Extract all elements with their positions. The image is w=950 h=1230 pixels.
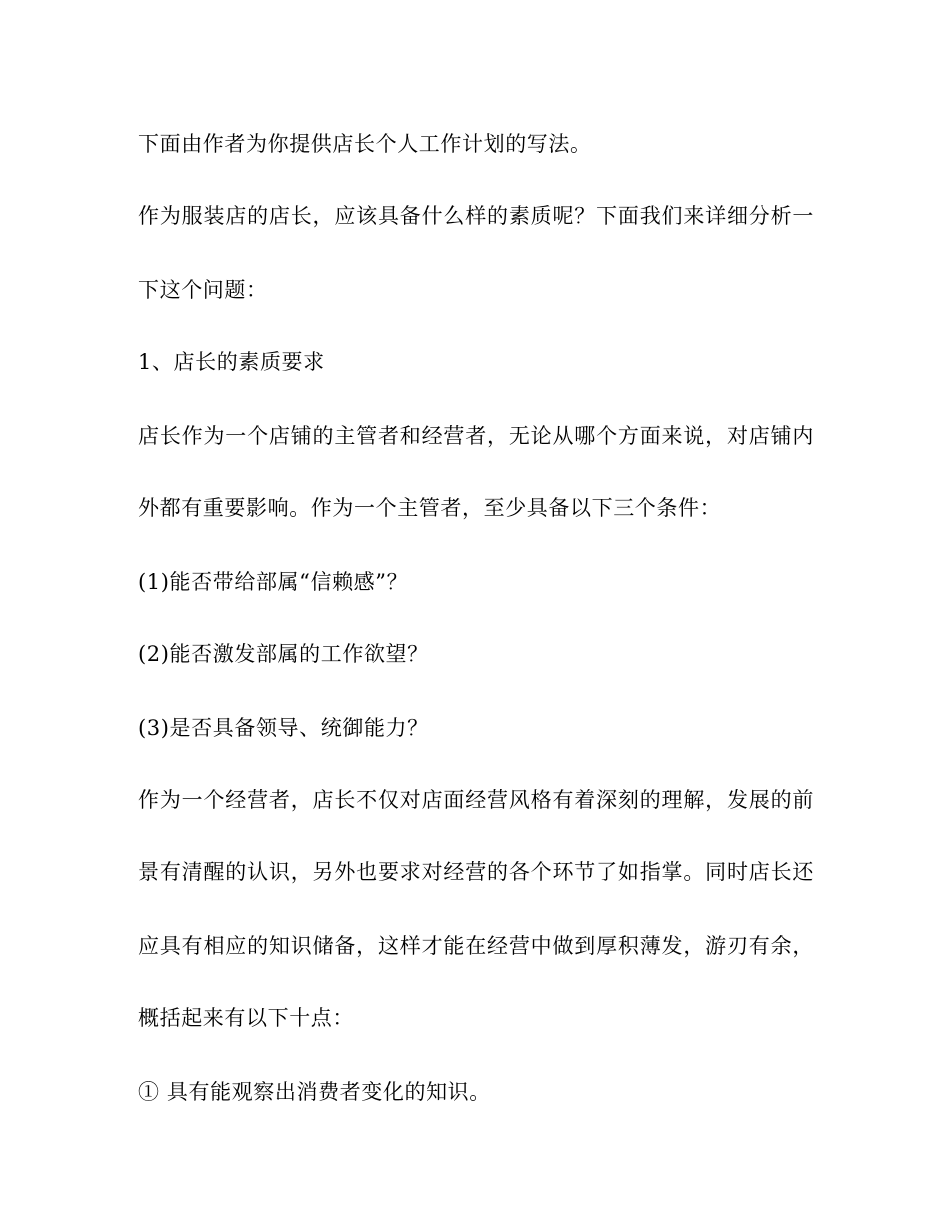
paragraph-line: 概括起来有以下十点： <box>138 1006 354 1030</box>
intro-sentence: 下面由作者为你提供店长个人工作计划的写法。 <box>138 132 592 156</box>
paragraph-line: 作为一个经营者，店长不仅对店面经营风格有着深刻的理解，发展的前 <box>138 788 814 812</box>
paragraph-line: 应具有相应的知识储备，这样才能在经营中做到厚积薄发，游刃有余， <box>138 934 814 958</box>
list-item: (1)能否带给部属“信赖感”？ <box>138 570 409 594</box>
paragraph-line: 景有清醒的认识，另外也要求对经营的各个环节了如指掌。同时店长还 <box>138 860 814 884</box>
list-item: (3)是否具备领导、统御能力？ <box>138 716 429 740</box>
paragraph-line: 作为服装店的店长，应该具备什么样的素质呢？下面我们来详细分析一 <box>138 204 814 228</box>
paragraph-line: 店长作为一个店铺的主管者和经营者，无论从哪个方面来说，对店铺内 <box>138 424 814 448</box>
paragraph-line: 外都有重要影响。作为一个主管者，至少具备以下三个条件： <box>138 496 722 520</box>
list-item: (2)能否激发部属的工作欲望？ <box>138 642 429 666</box>
list-item: ① 具有能观察出消费者变化的知识。 <box>138 1080 491 1104</box>
paragraph-line: 下这个问题： <box>138 278 268 302</box>
section-heading: 1、店长的素质要求 <box>138 350 325 374</box>
